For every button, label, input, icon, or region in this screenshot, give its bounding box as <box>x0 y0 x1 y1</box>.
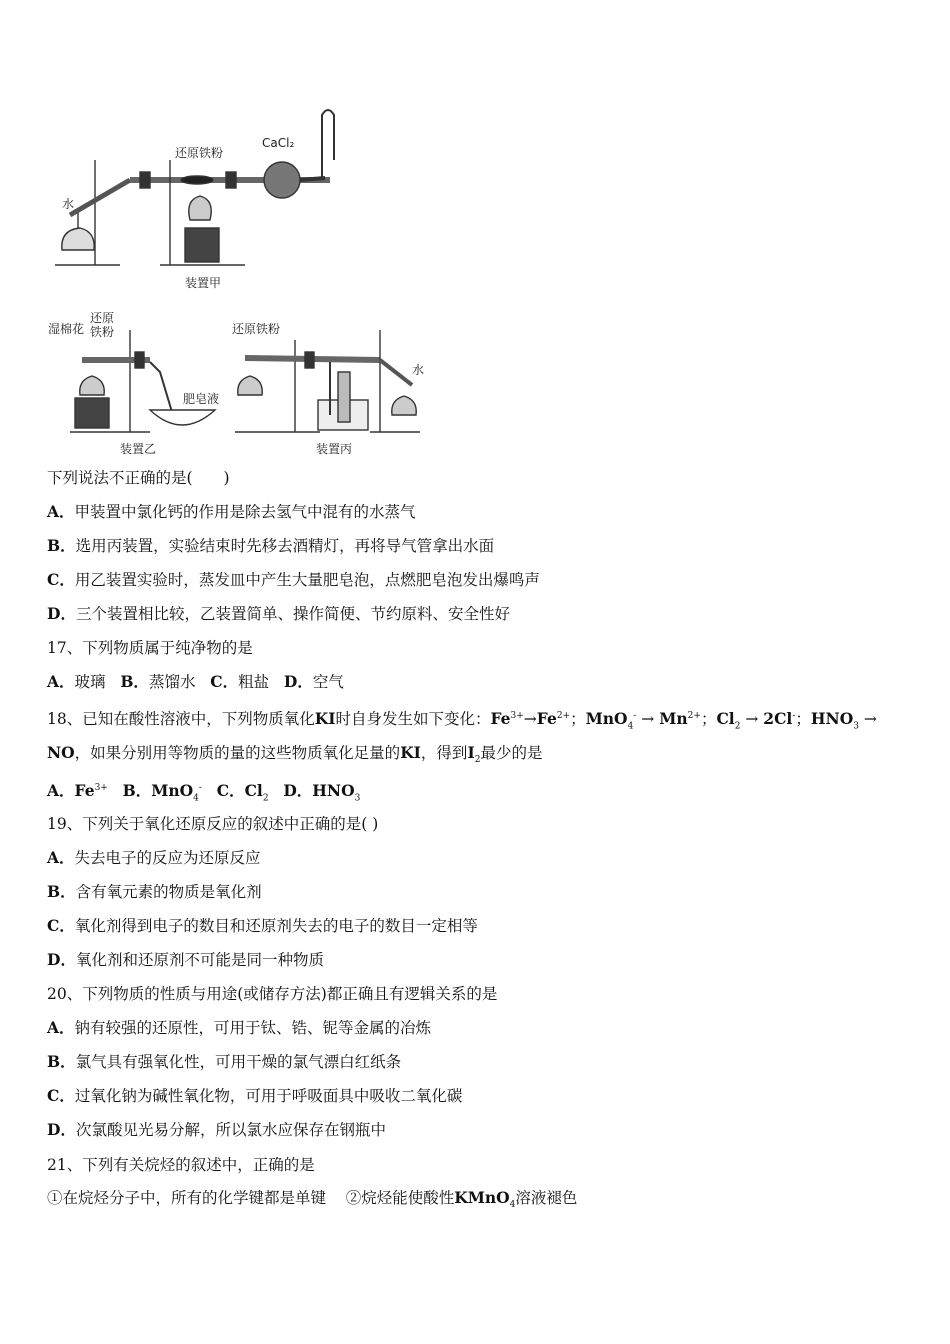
q19-option-c: C．氧化剂得到电子的数目和还原剂失去的电子的数目一定相等 <box>47 916 478 935</box>
label-water-jia: 水 <box>62 197 75 211</box>
q19-option-d: D．氧化剂和还原剂不可能是同一种物质 <box>47 950 324 969</box>
caption-jia: 装置甲 <box>185 276 222 290</box>
caption-yi: 装置乙 <box>120 442 157 456</box>
q21-stem: 21、下列有关烷烃的叙述中，正确的是 <box>47 1156 315 1174</box>
q16-option-c: C．用乙装置实验时，蒸发皿中产生大量肥皂泡，点燃肥皂泡发出爆鸣声 <box>47 570 540 589</box>
caption-bing: 装置丙 <box>316 442 353 456</box>
label-iron-yi-2: 铁粉 <box>90 325 115 339</box>
q20-option-a: A．钠有较强的还原性，可用于钛、锆、铌等金属的冶炼 <box>47 1018 432 1037</box>
label-soap: 肥皂液 <box>183 392 220 406</box>
q20-option-b: B．氯气具有强氧化性，可用干燥的氯气漂白红纸条 <box>47 1052 402 1071</box>
q16-option-d: D．三个装置相比较，乙装置简单、操作简便、节约原料、安全性好 <box>47 604 510 623</box>
label-water-bing: 水 <box>412 363 425 377</box>
q16-option-a: A．甲装置中氯化钙的作用是除去氢气中混有的水蒸气 <box>47 502 416 521</box>
q17-options: A．玻璃 B．蒸馏水 C．粗盐 D．空气 <box>47 672 344 691</box>
apparatus-jia <box>55 110 334 265</box>
apparatus-yi <box>70 330 215 432</box>
q19-stem: 19、下列关于氧化还原反应的叙述中正确的是( ) <box>47 815 379 833</box>
label-cotton: 湿棉花 <box>48 322 85 336</box>
apparatus-figure <box>0 0 950 470</box>
q18-line1: 18、已知在酸性溶液中，下列物质氧化KI时自身发生如下变化：$Fe^{3+}\to Fe^{2+}$；$MnO_4^- \to Mn^{2+}$；$Cl_2 \to 2Cl^-$；$HNO_3$ → <box>47 709 877 732</box>
label-iron-jia: 还原铁粉 <box>175 146 224 160</box>
q18-line2: NO，如果分别用等物质的量的这些物质氧化足量的KI，得到$I_2$最少的是 <box>47 743 543 766</box>
q19-option-b: B．含有氧元素的物质是氧化剂 <box>47 882 262 901</box>
label-iron-yi-1: 还原 <box>90 311 115 325</box>
q16-stem: 下列说法不正确的是( ) <box>47 469 230 487</box>
label-cacl2: CaCl₂ <box>262 136 295 150</box>
q19-option-a: A．失去电子的反应为还原反应 <box>47 848 261 867</box>
label-iron-bing: 还原铁粉 <box>232 322 281 336</box>
q20-option-c: C．过氧化钠为碱性氧化物，可用于呼吸面具中吸收二氧化碳 <box>47 1086 463 1105</box>
q21-statements: ①在烷烃分子中，所有的化学键都是单键 ②烷烃能使酸性KMnO$_4$溶液褪色 <box>47 1188 578 1211</box>
apparatus-bing <box>235 330 420 432</box>
q18-options: A．$Fe^{3+}$ B．MnO$_4$- C．$Cl_2$ D．$HNO_3$ <box>47 781 361 804</box>
q20-option-d: D．次氯酸见光易分解，所以氯水应保存在钢瓶中 <box>47 1120 386 1139</box>
q17-stem: 17、下列物质属于纯净物的是 <box>47 639 253 657</box>
q20-stem: 20、下列物质的性质与用途(或储存方法)都正确且有逻辑关系的是 <box>47 985 498 1003</box>
q16-option-b: B．选用丙装置，实验结束时先移去酒精灯，再将导气管拿出水面 <box>47 536 495 555</box>
